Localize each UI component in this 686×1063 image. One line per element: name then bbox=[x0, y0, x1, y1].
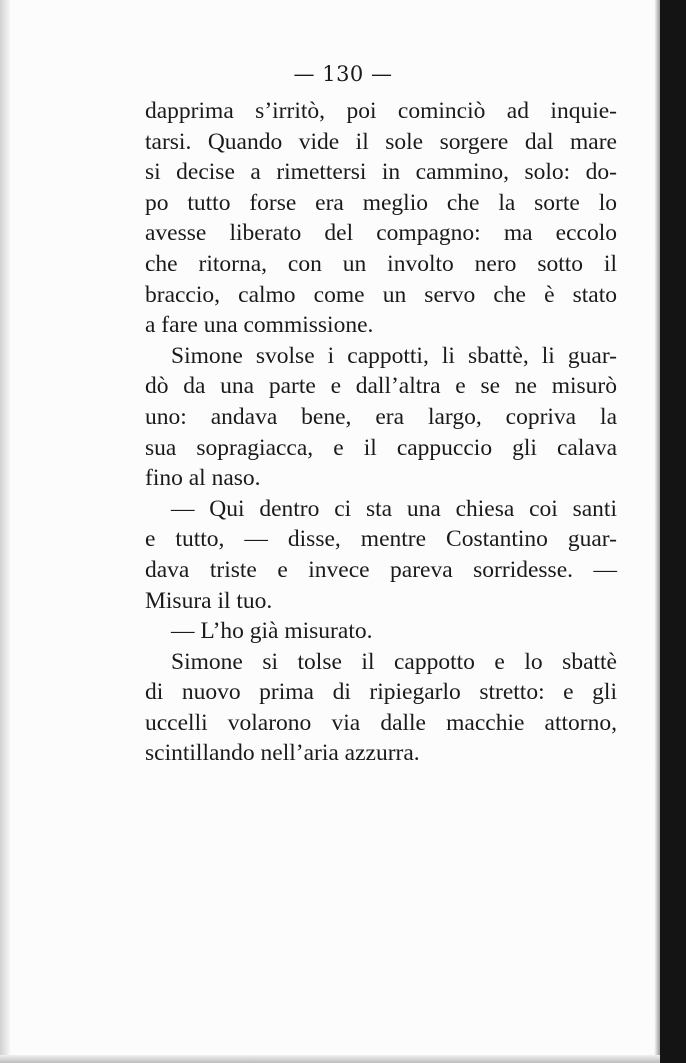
page-bottom-edge bbox=[0, 1055, 660, 1063]
text-line: tarsi. Quando vide il sole sorgere dal mare bbox=[145, 128, 617, 155]
text-line: di nuovo prima di ripiegarlo stretto: e gli bbox=[145, 679, 617, 706]
body-text bbox=[145, 96, 617, 769]
text-line: che ritorna, con un involto nero sotto il bbox=[145, 250, 617, 277]
text-line: fino al naso. bbox=[145, 465, 261, 492]
text-line: dapprima s’irritò, poi cominciò ad inquie- bbox=[145, 98, 617, 124]
text-line: e tutto, — disse, mentre Costantino guar- bbox=[145, 526, 617, 553]
page-right-dark-edge bbox=[660, 0, 686, 1063]
page-left-shadow bbox=[0, 0, 10, 1063]
page-number: — 130 — bbox=[293, 62, 393, 86]
text-line: sua sopragiacca, e il cappuccio gli calava bbox=[145, 434, 617, 461]
text-line: braccio, calmo come un servo che è stato bbox=[145, 281, 617, 308]
text-line: a fare una commissione. bbox=[145, 312, 374, 339]
text-line: — L’ho già misurato. bbox=[171, 618, 373, 645]
text-line: Misura il tuo. bbox=[145, 587, 273, 614]
text-line: — Qui dentro ci sta una chiesa coi santi bbox=[171, 495, 617, 522]
text-line: po tutto forse era meglio che la sorte lo bbox=[145, 189, 617, 216]
text-line: uno: andava bene, era largo, copriva la bbox=[145, 403, 617, 430]
text-line: si decise a rimettersi in cammino, solo: do- bbox=[145, 159, 617, 186]
text-line: dò da una parte e dall’altra e se ne misurò bbox=[145, 373, 617, 400]
text-line: Simone si tolse il cappotto e lo sbattè bbox=[171, 648, 617, 675]
text-line: Simone svolse i cappotti, li sbattè, li guar- bbox=[171, 342, 617, 369]
text-line: uccelli volarono via dalle macchie attorno, bbox=[145, 709, 617, 736]
text-line: scintillando nell’aria azzurra. bbox=[145, 740, 420, 767]
text-line: avesse liberato del compagno: ma eccolo bbox=[145, 220, 617, 247]
text-line: dava triste e invece pareva sorridesse. — bbox=[145, 556, 617, 583]
